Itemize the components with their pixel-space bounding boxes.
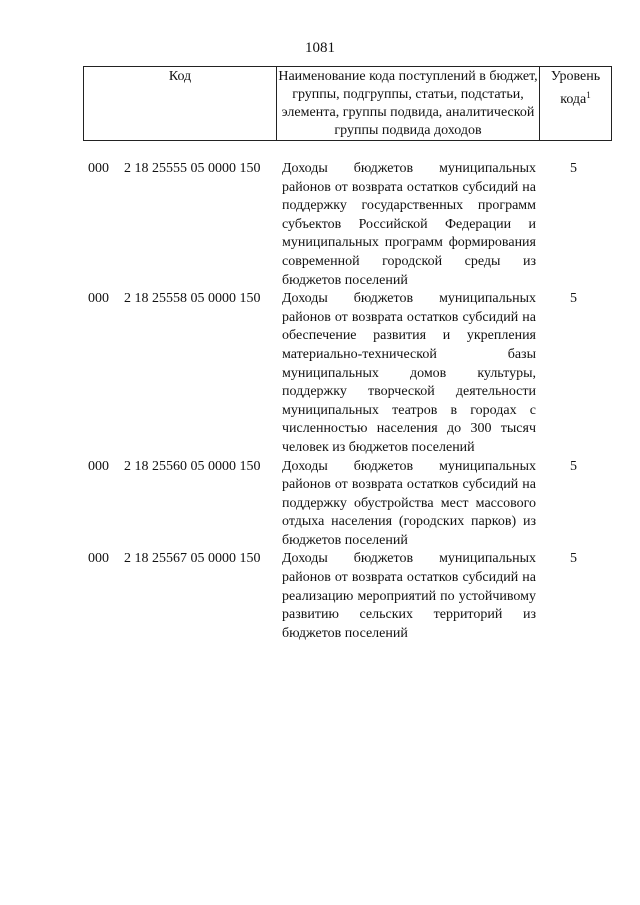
row-code: 2 18 25555 05 0000 150	[124, 161, 261, 176]
header-level-label: Уровень кода	[550, 69, 601, 107]
table-row	[0, 458, 640, 551]
row-code: 2 18 25567 05 0000 150	[124, 551, 261, 567]
header-level	[540, 67, 612, 141]
table-row	[0, 290, 640, 457]
table-row	[0, 550, 640, 643]
row-prefix: 000	[88, 291, 109, 307]
table-row	[0, 160, 640, 290]
row-description: Доходы бюджетов муниципальных районов от возврата остатков субсидий на обеспечение развития и укрепления материально-технической базы муниципальных домов культуры, поддержку творческой деятельности муниципальных театров в городах с численностью населения до 300 тысяч человек из бюджетов поселений	[282, 291, 536, 455]
row-description: Доходы бюджетов муниципальных районов от возврата остатков субсидий на реализацию мероприятий по устойчивому развитию сельских территорий из бюджетов поселений	[282, 551, 536, 641]
header-name: Наименование кода поступлений в бюджет, группы, подгруппы, статьи, подстатьи, элемента, группы подвида, аналитической группы подвида доходов	[277, 67, 540, 141]
income-codes-list	[0, 160, 640, 643]
row-prefix: 000	[88, 161, 109, 176]
row-code: 2 18 25560 05 0000 150	[124, 458, 261, 474]
row-code: 2 18 25558 05 0000 150	[124, 291, 261, 307]
header-code: Код	[84, 67, 277, 141]
table-header	[83, 66, 612, 141]
row-prefix: 000	[88, 458, 109, 474]
row-level: 5	[570, 551, 577, 567]
header-level-footnote: 1	[586, 90, 591, 100]
row-level: 5	[570, 161, 577, 176]
row-description: Доходы бюджетов муниципальных районов от возврата остатков субсидий на поддержку обустройства мест массового отдыха населения (городских парков) из бюджетов поселений	[282, 458, 536, 548]
row-description: Доходы бюджетов муниципальных районов от возврата остатков субсидий на поддержку государственных программ субъектов Российской Федерации и муниципальных программ формирования современной городской среды из бюджетов поселений	[282, 161, 536, 288]
row-prefix: 000	[88, 551, 109, 567]
page-number: 1081	[305, 40, 335, 56]
row-level: 5	[570, 291, 577, 307]
row-level: 5	[570, 458, 577, 474]
